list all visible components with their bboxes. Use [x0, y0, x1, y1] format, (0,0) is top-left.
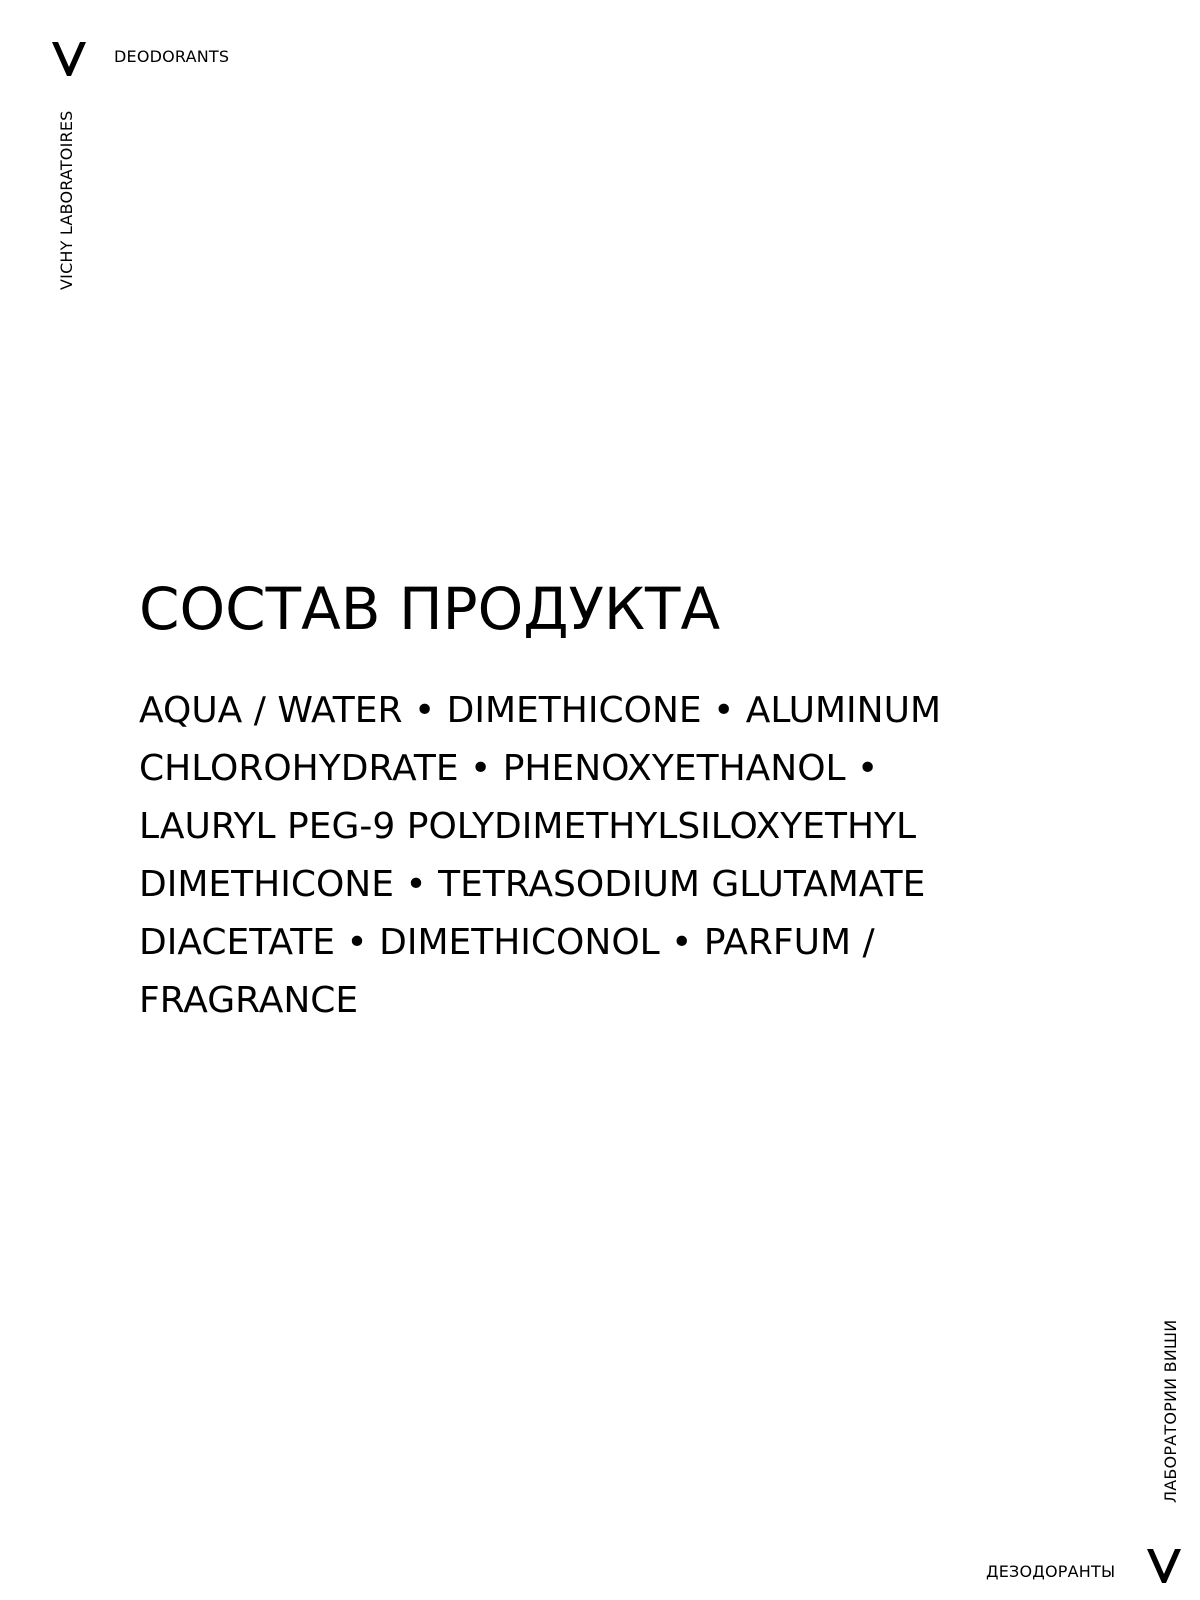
ingredient-line: CHLOROHYDRATE • PHENOXYETHANOL •: [139, 748, 879, 789]
brand-vertical-label: VICHY LABORATOIRES: [57, 110, 76, 290]
ingredient-list: [139, 682, 1079, 1030]
vichy-logo-icon: [52, 42, 86, 76]
ingredient-line: LAURYL PEG-9 POLYDIMETHYLSILOXYETHYL: [139, 806, 917, 847]
brand-vertical-label-ru: ЛАБОРАТОРИИ ВИШИ: [1161, 1319, 1180, 1503]
ingredient-line: FRAGRANCE: [139, 980, 359, 1021]
ingredient-line: DIACETATE • DIMETHICONOL • PARFUM /: [139, 922, 875, 963]
category-label-ru: ДЕЗОДОРАНТЫ: [986, 1562, 1116, 1581]
vichy-logo-icon: [1147, 1549, 1181, 1583]
ingredient-line: DIMETHICONE • TETRASODIUM GLUTAMATE: [139, 864, 926, 905]
ingredient-line: AQUA / WATER • DIMETHICONE • ALUMINUM: [139, 690, 942, 731]
main-content: [139, 575, 1079, 1030]
category-label: DEODORANTS: [114, 47, 230, 66]
page-title: СОСТАВ ПРОДУКТА: [139, 575, 721, 643]
